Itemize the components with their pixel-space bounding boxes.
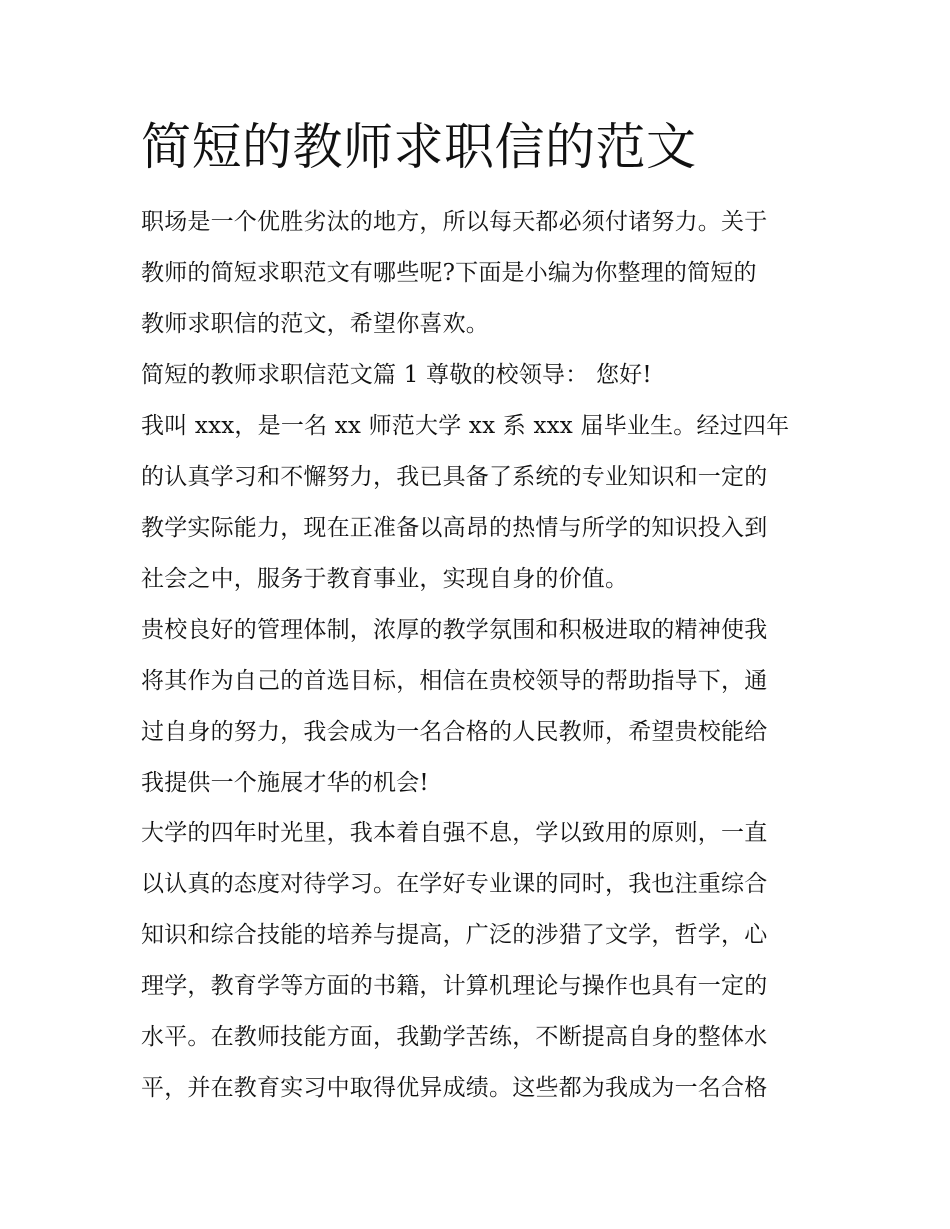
text-line: 过自身的努力，我会成为一名合格的人民教师，希望贵校能给: [141, 719, 768, 745]
text-line: 平，并在教育实习中取得优异成绩。这些都为我成为一名合格: [141, 1075, 768, 1101]
paragraph-salutation: [141, 350, 811, 401]
text-line: 知识和综合技能的培养与提高，广泛的涉猎了文学，哲学，心: [141, 922, 768, 948]
paragraph-university-experience: [141, 808, 811, 1114]
text-line: 贵校良好的管理体制，浓厚的教学氛围和积极进取的精神使我: [141, 617, 768, 643]
text-line: 我提供一个施展才华的机会!: [141, 770, 429, 796]
text-line: 简短的教师求职信范文篇 1 尊敬的校领导： 您好!: [141, 362, 652, 388]
text-line: 职场是一个优胜劣汰的地方，所以每天都必须付诸努力。关于: [141, 209, 768, 235]
text-line: 以认真的态度对待学习。在学好专业课的同时，我也注重综合: [141, 871, 768, 897]
paragraph-school-goal: [141, 605, 811, 809]
text-line: 我叫 xxx，是一名 xx 师范大学 xx 系 xxx 届毕业生。经过四年: [141, 413, 790, 439]
text-line: 水平。在教师技能方面，我勤学苦练，不断提高自身的整体水: [141, 1024, 768, 1050]
text-line: 将其作为自己的首选目标，相信在贵校领导的帮助指导下，通: [141, 668, 768, 694]
text-line: 大学的四年时光里，我本着自强不息，学以致用的原则，一直: [141, 820, 768, 846]
text-line: 的认真学习和不懈努力，我已具备了系统的专业知识和一定的: [141, 464, 768, 490]
paragraph-intro: [141, 197, 811, 350]
text-line: 教学实际能力，现在正准备以高昂的热情与所学的知识投入到: [141, 515, 768, 541]
text-line: 理学，教育学等方面的书籍，计算机理论与操作也具有一定的: [141, 973, 768, 999]
document-title: 简短的教师求职信的范文: [141, 118, 697, 176]
text-line: 社会之中，服务于教育事业，实现自身的价值。: [141, 566, 629, 592]
text-line: 教师的简短求职范文有哪些呢?下面是小编为你整理的简短的: [141, 260, 757, 286]
paragraph-self-introduction: [141, 401, 811, 605]
text-line: 教师求职信的范文，希望你喜欢。: [141, 311, 489, 337]
